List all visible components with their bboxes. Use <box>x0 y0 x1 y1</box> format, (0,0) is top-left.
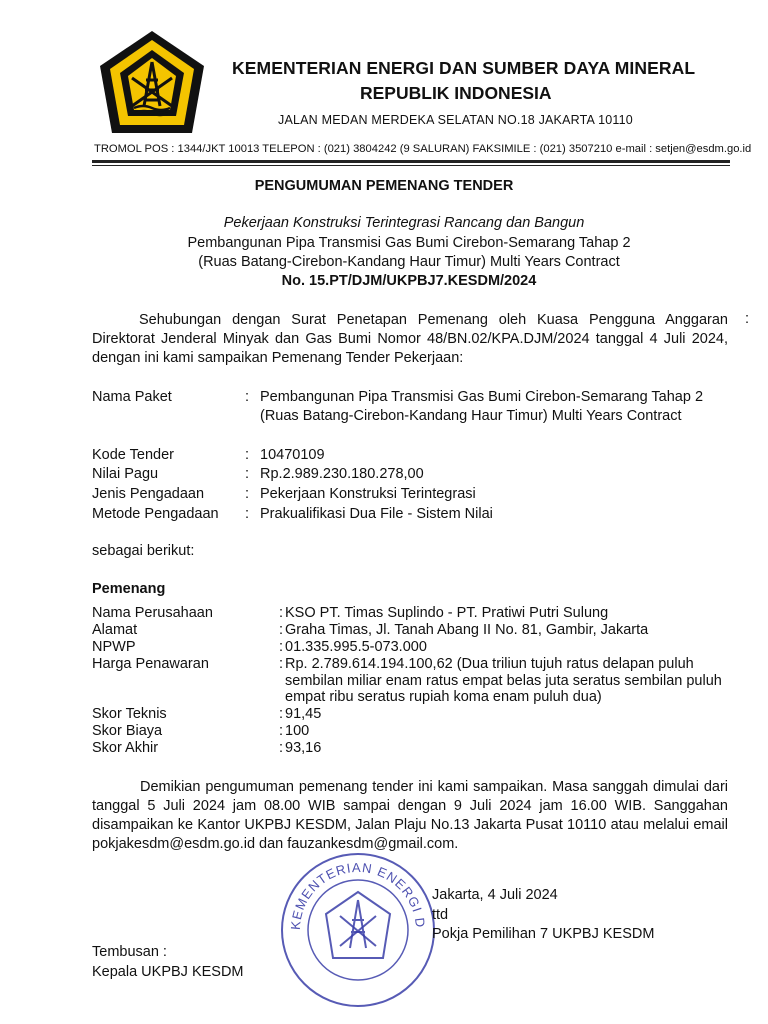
ceiling-label: Nilai Pagu <box>92 466 159 482</box>
intro-paragraph: Sehubungan dengan Surat Penetapan Pemenang oleh Kuasa Pengguna Anggaran Direktorat Jenderal Minyak dan Gas Bumi Nomor 48/BN.02/KPA.DJM/2024 tanggal 4 Juli 2024, dengan ini kami sampaikan Pemenang Tender Pekerjaan: <box>92 312 728 366</box>
closing-paragraph: Demikian pengumuman pemenang tender ini kami sampaikan. Masa sanggah dimulai dari tanggal 5 Juli 2024 jam 08.00 WIB sampai dengan 9 Juli 2024 jam 16.00 WIB. Sanggahan disampaikan ke Kantor UKPBJ KESDM, Jalan Plaju No.13 Jakarta Pusat 10110 atau melalui email pokjakesdm@esdm.go.id dan fauzankesdm@gmail.com. <box>92 779 728 852</box>
tender-code-label: Kode Tender <box>92 447 174 463</box>
ceiling-value: Rp.2.989.230.180.278,00 <box>260 466 424 482</box>
letterhead-rule <box>92 160 730 163</box>
country-name: REPUBLIK INDONESIA <box>360 83 552 103</box>
letterhead-rule-thin <box>92 165 730 166</box>
svg-text:KEMENTERIAN ENERGI DAN SUMBER <box>278 850 428 930</box>
final-score-label: Skor Akhir <box>92 740 159 756</box>
stamp-text: KEMENTERIAN ENERGI D <box>287 859 429 931</box>
stray-colon: : <box>745 311 750 327</box>
winner-heading: Pemenang <box>92 581 166 597</box>
package-name-value: Pembangunan Pipa Transmisi Gas Bumi Cirebon-Semarang Tahap 2 (Ruas Batang-Cirebon-Kandang Haur Timur) Multi Years Contract <box>260 389 704 424</box>
separator: : <box>279 706 284 722</box>
tech-score-value: 91,45 <box>285 706 322 722</box>
bid-price-label: Harga Penawaran <box>92 656 209 672</box>
tech-score-label: Skor Teknis <box>92 706 167 722</box>
ministry-address: JALAN MEDAN MERDEKA SELATAN NO.18 JAKARTA 10110 <box>278 113 633 127</box>
place-date: Jakarta, 4 Juli 2024 <box>432 887 558 903</box>
ministry-logo <box>92 28 212 148</box>
npwp-label: NPWP <box>92 639 136 655</box>
company-value: KSO PT. Timas Suplindo - PT. Pratiwi Putri Sulung <box>285 605 609 621</box>
separator: : <box>279 639 284 655</box>
final-score-value: 93,16 <box>285 740 322 756</box>
ministry-contact: TROMOL POS : 1344/JKT 10013 TELEPON : (021) 3804242 (9 SALURAN) FAKSIMILE : (021) 3507210 e-mail : setjen@esdm.go.id <box>94 143 752 155</box>
package-name-label: Nama Paket <box>92 389 172 405</box>
work-type: Pekerjaan Konstruksi Terintegrasi Rancang dan Bangun <box>223 215 585 231</box>
bid-price-value: Rp. 2.789.614.194.100,62 (Dua triliun tujuh ratus delapan puluh sembilan miliar enam ratus empat belas juta seratus sembilan puluh empat ribu seratus rupiah koma enam puluh dua) <box>285 656 722 705</box>
tender-code-value: 10470109 <box>260 447 325 463</box>
procurement-type-value: Pekerjaan Konstruksi Terintegrasi <box>260 486 476 502</box>
separator: : <box>279 740 284 756</box>
project-line-1: Pembangunan Pipa Transmisi Gas Bumi Cirebon-Semarang Tahap 2 <box>187 235 631 251</box>
separator: : <box>279 622 284 638</box>
address-label: Alamat <box>92 622 138 638</box>
as-follows: sebagai berikut: <box>92 543 195 559</box>
project-line-2: (Ruas Batang-Cirebon-Kandang Haur Timur) Multi Years Contract <box>198 254 620 270</box>
copy-to-recipient: Kepala UKPBJ KESDM <box>92 964 244 980</box>
cost-score-value: 100 <box>285 723 310 739</box>
procurement-method-label: Metode Pengadaan <box>92 506 219 522</box>
signed-mark: ttd <box>432 907 449 923</box>
address-value: Graha Timas, Jl. Tanah Abang II No. 81, Gambir, Jakarta <box>285 622 649 638</box>
separator: : <box>245 486 250 502</box>
announcement-number: No. 15.PT/DJM/UKPBJ7.KESDM/2024 <box>281 273 537 289</box>
separator: : <box>245 389 250 405</box>
separator: : <box>245 466 250 482</box>
cost-score-label: Skor Biaya <box>92 723 163 739</box>
signer-name: Pokja Pemilihan 7 UKPBJ KESDM <box>432 926 655 942</box>
company-label: Nama Perusahaan <box>92 605 213 621</box>
separator: : <box>279 723 284 739</box>
ministry-name: KEMENTERIAN ENERGI DAN SUMBER DAYA MINERAL <box>232 58 696 78</box>
separator: : <box>245 506 250 522</box>
separator: : <box>279 656 284 672</box>
npwp-value: 01.335.995.5-073.000 <box>285 639 427 655</box>
procurement-method-value: Prakualifikasi Dua File - Sistem Nilai <box>260 506 493 522</box>
separator: : <box>245 447 250 463</box>
separator: : <box>279 605 284 621</box>
official-stamp <box>278 850 438 1010</box>
document-title: PENGUMUMAN PEMENANG TENDER <box>254 178 514 194</box>
procurement-type-label: Jenis Pengadaan <box>92 486 205 502</box>
copy-to-label: Tembusan : <box>92 944 167 960</box>
